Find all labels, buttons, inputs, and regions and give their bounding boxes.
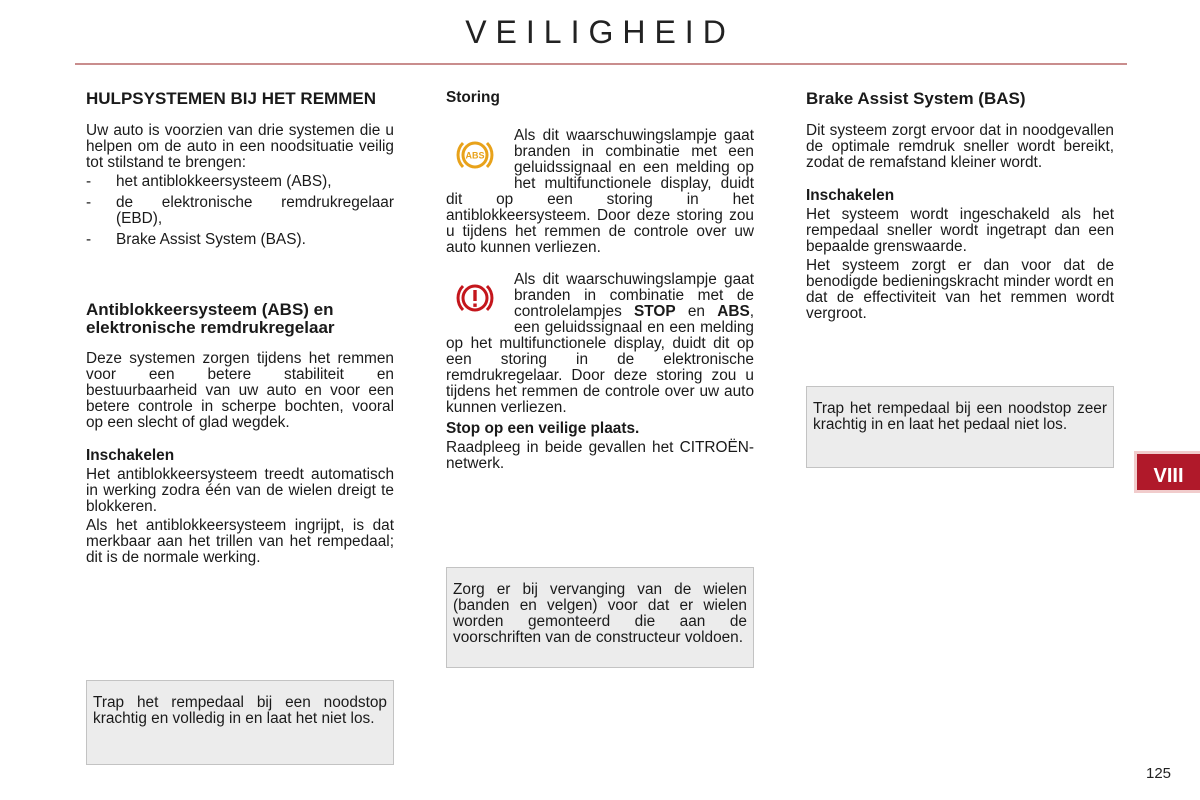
brake-warning-lamp-icon — [454, 277, 496, 319]
list-bullet: - — [86, 173, 92, 190]
abs-paragraph: Deze systemen zorgen tijdens het remmen voor een betere stabiliteit en bestuurbaarheid van uw auto en voor een betere controle in scherpe bochten, vooral op een slecht of glad wegdek. — [86, 350, 394, 431]
consult-network-paragraph: Raadpleeg in beide gevallen het CITROËN-netwerk. — [446, 439, 754, 472]
list-bullet: - — [86, 194, 92, 211]
ebd-warning-text-a: Als dit waarschuwingslampje gaat branden in combinatie met de controlelampjes — [514, 271, 754, 320]
note-box-right: Trap het rempedaal bij een noodstop zeer krachtig in en laat het pedaal niet los. — [806, 386, 1114, 468]
list-item — [86, 232, 394, 248]
bas-activation-paragraph: Het systeem wordt ingeschakeld als het rempedaal sneller wordt ingetrapt dan een bepaalde grenswaarde. — [806, 206, 1114, 255]
section-heading-abs: Antiblokkeersysteem (ABS) en elektronische remdrukregelaar — [86, 300, 335, 337]
list-item-text: Brake Assist System (BAS). — [116, 231, 306, 248]
ebd-warning-block — [446, 272, 754, 416]
note-box-middle: Zorg er bij vervanging van de wielen (banden en velgen) voor dat er wielen worden gemonteerd die aan de voorschriften van de constructeur voldoen. — [446, 567, 754, 668]
abs-warning-paragraph: Als dit waarschuwingslampje gaat branden in combinatie met een geluidssignaal en een melding op het multifunctionele display, duidt dit op een storing in het antiblokkeersysteem. Door deze storing zou u tijdens het remmen de controle over uw auto kunnen verliezen. — [446, 127, 754, 256]
intro-paragraph: Uw auto is voorzien van drie systemen die u helpen om de auto in een noodsituatie veilig tot stilstand te brengen: — [86, 122, 394, 171]
subheading-malfunction: Storing — [446, 89, 500, 106]
section-heading-bas: Brake Assist System (BAS) — [806, 89, 1026, 108]
list-item-text: het antiblokkeersysteem (ABS), — [116, 173, 332, 190]
title-divider — [75, 63, 1127, 65]
right-column — [806, 90, 1114, 325]
bas-effect-paragraph: Het systeem zorgt er dan voor dat de benodigde bedieningskracht minder wordt en dat de effectiviteit van het remmen wordt vergroot. — [806, 257, 1114, 322]
systems-list — [86, 174, 394, 248]
stop-lamp-label: STOP — [634, 303, 676, 320]
note-box-left: Trap het rempedaal bij een noodstop krachtig en volledig in en laat het niet los. — [86, 680, 394, 765]
section-heading-braking-aids: HULPSYSTEMEN BIJ HET REMMEN — [86, 89, 376, 108]
subheading-switch-on-bas: Inschakelen — [806, 187, 895, 204]
left-column — [86, 90, 394, 569]
list-item — [86, 174, 394, 190]
abs-icon-label: ABS — [465, 150, 485, 161]
abs-warning-block — [446, 128, 754, 256]
chapter-tab: VIII — [1134, 451, 1200, 493]
ebd-warning-text-en: en — [675, 303, 718, 320]
page-number: 125 — [1146, 765, 1172, 782]
bas-paragraph: Dit systeem zorgt ervoor dat in noodgevallen de optimale remdruk sneller wordt bereikt, zodat de remafstand kleiner wordt. — [806, 122, 1114, 171]
middle-column — [446, 90, 754, 475]
page-title: VEILIGHEID — [465, 14, 735, 50]
list-bullet: - — [86, 231, 92, 248]
list-item — [86, 195, 394, 227]
subheading-stop-safely: Stop op een veilige plaats. — [446, 420, 640, 437]
abs-vibration-paragraph: Als het antiblokkeersysteem ingrijpt, is dat merkbaar aan het trillen van het rempedaal; dit is de normale werking. — [86, 517, 394, 566]
list-item-text: de elektronische remdrukregelaar (EBD), — [116, 194, 394, 227]
abs-warning-lamp-icon — [454, 134, 496, 176]
abs-lamp-label: ABS — [717, 303, 750, 320]
subheading-switch-on-abs: Inschakelen — [86, 447, 175, 464]
ebd-warning-text-b: , een geluidssignaal en een melding op het multifunctionele display, duidt dit op een storing in de elektronische remdrukregelaar. Door deze storing zou u tijdens het remmen de controle over uw auto kunnen verliezen. — [446, 303, 754, 416]
abs-activation-paragraph: Het antiblokkeersysteem treedt automatisch in werking zodra één van de wielen dreigt te blokkeren. — [86, 466, 394, 515]
